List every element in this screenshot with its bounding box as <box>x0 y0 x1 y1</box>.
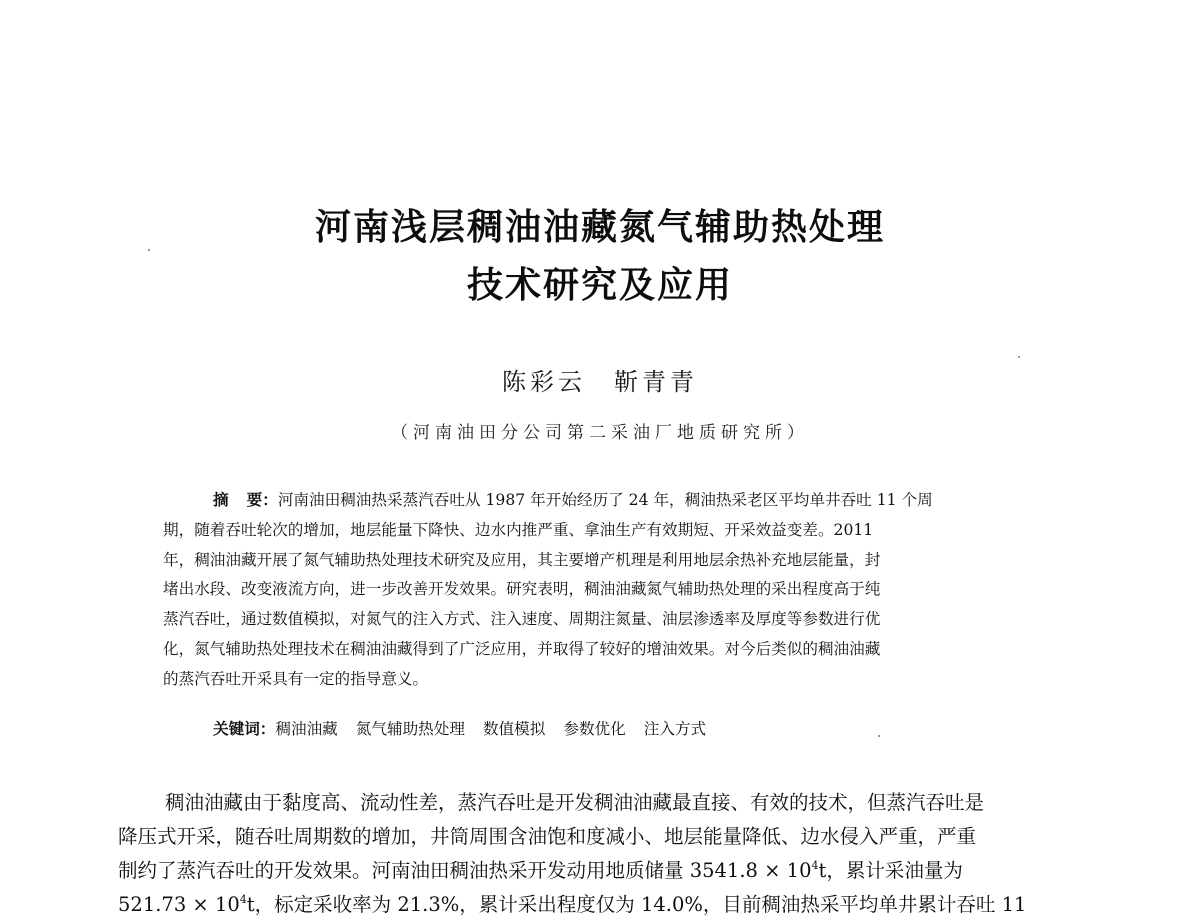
paper-title-line-1: 河南浅层稠油油藏氮气辅助热处理 <box>314 207 885 248</box>
abstract-line: 的蒸汽吞吐开采具有一定的指导意义。 <box>163 669 429 688</box>
abstract-line: 期，随着吞吐轮次的增加，地层能量下降快、边水内推严重、拿油生产有效期短、开采效益变差。2011 <box>163 520 874 539</box>
abstract-label: 摘 要： <box>213 491 278 509</box>
paper-title-line-2: 技术研究及应用 <box>466 265 733 306</box>
keyword: 参数优化 <box>563 720 626 738</box>
abstract-line: 蒸汽吞吐，通过数值模拟，对氮气的注入方式、注入速度、周期注氮量、油层渗透率及厚度等参数进行优 <box>163 610 881 629</box>
abstract-line: 年，稠油油藏开展了氮气辅助热处理技术研究及应用，其主要增产机理是利用地层余热补充地层能量，封 <box>163 550 881 569</box>
keywords <box>213 716 724 742</box>
keywords-label: 关键词： <box>213 720 276 738</box>
author-affiliation: （河南油田分公司第二采油厂地质研究所） <box>391 423 809 443</box>
scan-speck <box>878 735 880 737</box>
abstract-line: 堵出水段、改变液流方向，进一步改善开发效果。研究表明，稠油油藏氮气辅助热处理的采出程度高于纯 <box>163 580 881 599</box>
body-line: 制约了蒸汽吞吐的开发效果。河南油田稠油热采开发动用地质储量 $3541.8 \times 10^4t$，累计采油量为 <box>118 859 963 882</box>
keyword: 氮气辅助热处理 <box>355 720 465 738</box>
body-line: 稠油油藏由于黏度高、流动性差，蒸汽吞吐是开发稠油油藏最直接、有效的技术，但蒸汽吞吐是 <box>165 791 985 814</box>
keyword: 注入方式 <box>643 720 707 738</box>
abstract-line: 摘 要：河南油田稠油热采蒸汽吞吐从 1987 年开始经历了 24 年，稠油热采老区平均单井吞吐 11 个周 <box>213 491 933 509</box>
keyword: 稠油油藏 <box>275 720 338 738</box>
abstract <box>163 486 1043 695</box>
abstract-line: 化，氮气辅助热处理技术在稠油油藏得到了广泛应用，并取得了较好的增油效果。对今后类似的稠油油藏 <box>163 639 881 658</box>
keyword: 数值模拟 <box>482 720 546 738</box>
body-line: 降压式开采，随吞吐周期数的增加，井筒周围含油饱和度减小、地层能量降低、边水侵入严重，严重 <box>118 825 977 848</box>
scan-speck <box>1018 356 1020 358</box>
body-line: $521.73 \times 10^4t$，标定采收率为 21.3%，累计采出程度仅为 14.0%，目前稠油热采平均单井累计吞吐 11 <box>118 893 1027 916</box>
author-name: 靳青青 <box>614 368 698 396</box>
author-name: 陈彩云 <box>502 368 586 396</box>
author-list <box>0 366 1200 398</box>
